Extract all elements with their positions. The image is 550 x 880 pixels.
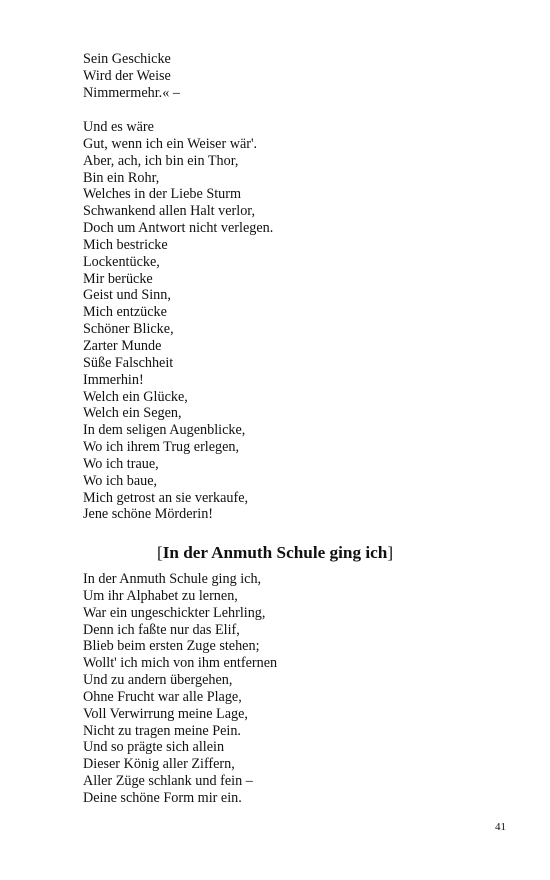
verse-line: Um ihr Alphabet zu lernen,: [83, 587, 238, 604]
verse-line: Voll Verwirrung meine Lage,: [83, 705, 248, 722]
verse-block-continuation-2: [83, 119, 273, 523]
verse-line: In der Anmuth Schule ging ich,: [83, 571, 262, 587]
verse-line: Ohne Frucht war alle Plage,: [83, 688, 242, 705]
verse-line: Geist und Sinn,: [83, 287, 171, 304]
verse-line: Und so prägte sich allein: [83, 739, 225, 756]
page-number: 41: [495, 821, 506, 833]
verse-line: Doch um Antwort nicht verlegen.: [83, 220, 274, 237]
verse-line: Wo ich baue,: [83, 472, 158, 489]
verse-line: Wollt' ich mich von ihm entfernen: [83, 655, 278, 672]
verse-line: Nicht zu tragen meine Pein.: [83, 722, 241, 739]
verse-line: Bin ein Rohr,: [83, 169, 160, 186]
verse-line: In dem seligen Augenblicke,: [83, 422, 246, 439]
verse-line: Immerhin!: [83, 371, 144, 388]
verse-line: Mir berücke: [83, 270, 153, 287]
verse-line: Süße Falschheit: [83, 354, 174, 371]
verse-line: Und es wäre: [83, 119, 154, 135]
verse-line: Jene schöne Mörderin!: [83, 506, 214, 523]
verse-line: Zarter Munde: [83, 337, 162, 354]
title-bracket-open: [: [156, 543, 163, 562]
verse-line: Wo ich traue,: [83, 455, 159, 472]
verse-line: Dieser König aller Ziffern,: [83, 756, 235, 773]
verse-line: Gut, wenn ich ein Weiser wär'.: [83, 135, 258, 152]
verse-line: Und zu andern übergehen,: [83, 672, 233, 689]
verse-line: Lockentücke,: [83, 253, 160, 270]
verse-line: Welches in der Liebe Sturm: [83, 186, 242, 203]
title-bracket-close: ]: [387, 543, 394, 562]
verse-line: Wird der Weise: [83, 67, 171, 84]
verse-line: Mich getrost an sie verkaufe,: [83, 489, 249, 506]
poem-title: [0, 543, 550, 563]
verse-line: Aller Züge schlank und fein –: [83, 773, 253, 790]
verse-line: Aber, ach, ich bin ein Thor,: [83, 152, 239, 169]
verse-line: Blieb beim ersten Zuge stehen;: [83, 638, 260, 655]
verse-line: Mich bestricke: [83, 236, 168, 253]
verse-line: Sein Geschicke: [83, 51, 171, 67]
verse-line: Wo ich ihrem Trug erlegen,: [83, 439, 240, 456]
verse-line: Nimmermehr.« –: [83, 84, 180, 101]
verse-line: War ein ungeschickter Lehrling,: [83, 604, 266, 621]
verse-line: Welch ein Segen,: [83, 405, 182, 422]
verse-block-continuation-1: [83, 51, 180, 102]
poem-body: [83, 571, 277, 807]
verse-line: Schöner Blicke,: [83, 321, 174, 338]
verse-line: Mich entzücke: [83, 304, 167, 321]
verse-line: Deine schöne Form mir ein.: [83, 789, 242, 806]
poem-title-text: In der Anmuth Schule ging ich: [162, 543, 388, 562]
verse-line: Welch ein Glücke,: [83, 388, 188, 405]
verse-line: Denn ich faßte nur das Elif,: [83, 621, 240, 638]
verse-line: Schwankend allen Halt verlor,: [83, 203, 255, 220]
